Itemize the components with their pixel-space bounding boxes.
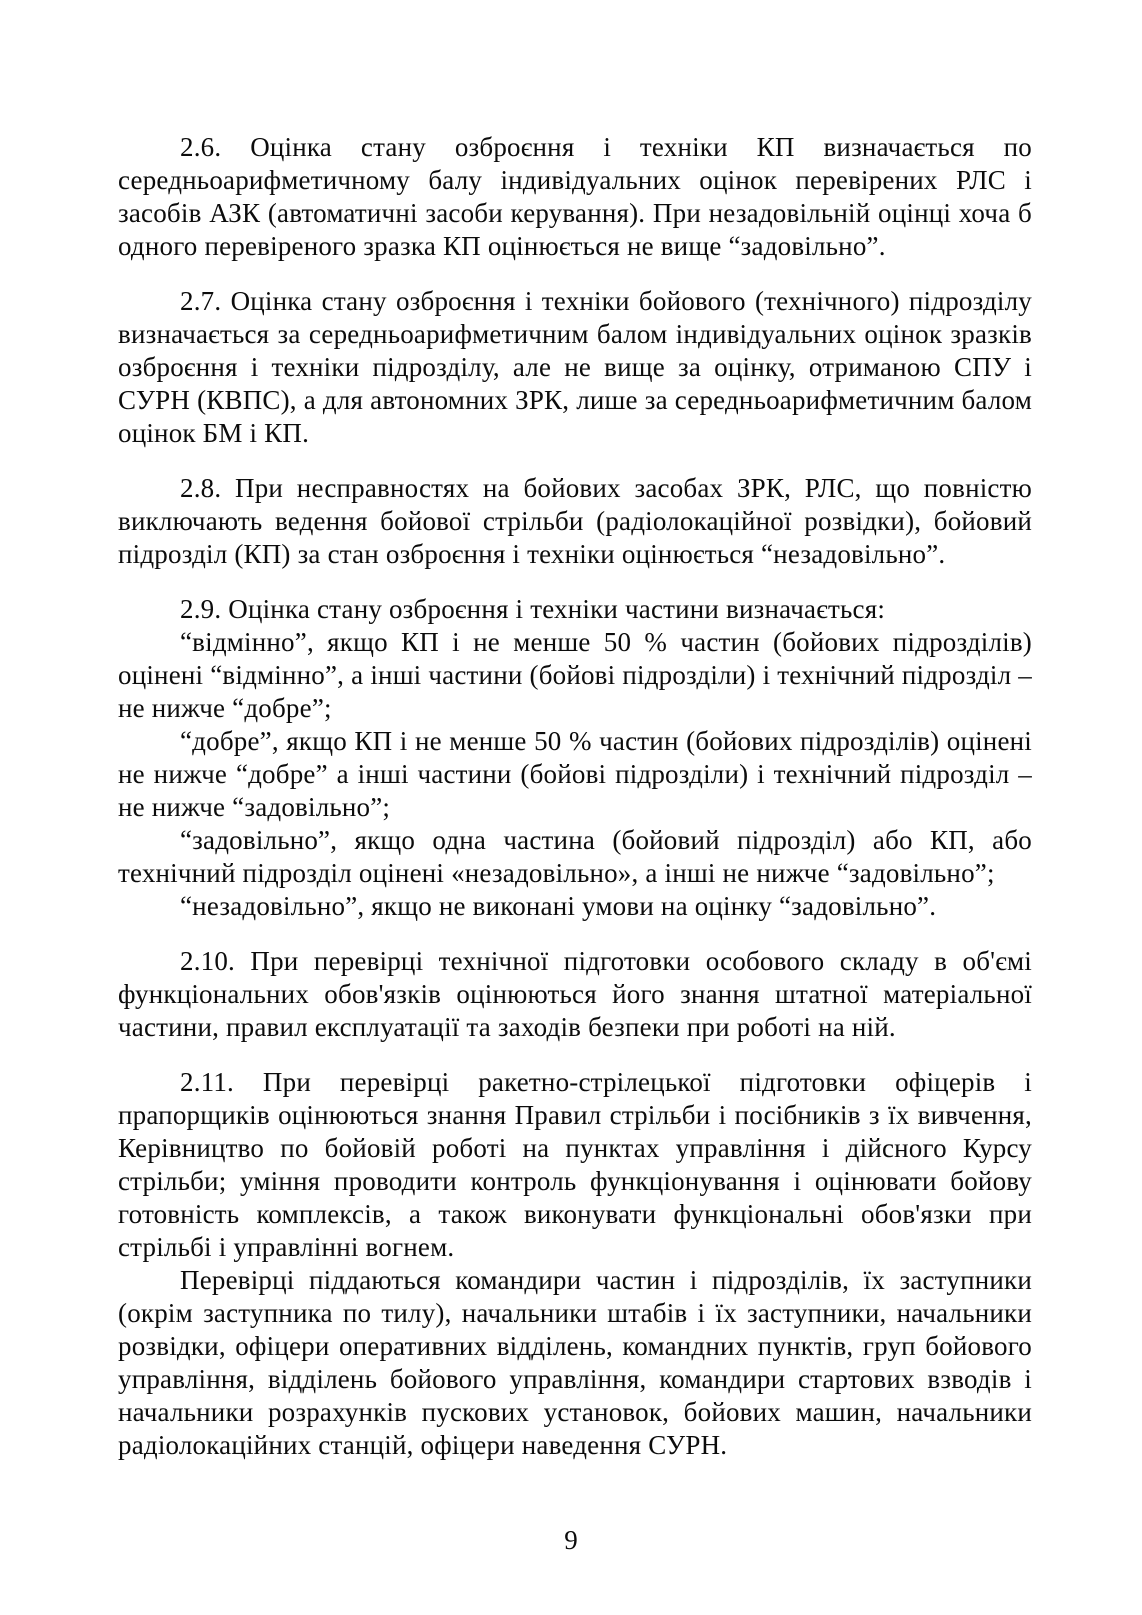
para-2-11-perevirtsi: Перевірці піддаються командири частин і підрозділів, їх заступники (окрім заступника по тилу), начальники штабів і їх заступники, начальники розвідки, офіцери оперативних відділень, командних пунктів, груп бойового управління, відділень бойового управління, командири стартових взводів і начальники розрахунків пускових установок, бойових машин, начальники радіолокаційних станцій, офіцери наведення СУРН. [118,1265,1032,1460]
para-2-9: 2.9. Оцінка стану озброєння і техніки частини визначається: [180,594,886,624]
para-2-8: 2.8. При несправностях на бойових засобах ЗРК, РЛС, що повністю виключають ведення бойової стрільби (радіолокаційної розвідки), бойовий підрозділ (КП) за стан озброєння і техніки оцінюється “незадовільно”. [118,473,1032,569]
page-number: 9 [564,1525,578,1555]
para-2-9-zadovilno: “задовільно”, якщо одна частина (бойовий підрозділ) або КП, або технічний підрозділ оцінені «незадовільно», а інші не нижче “задовільно”; [118,825,1032,888]
para-2-10: 2.10. При перевірці технічної підготовки особового складу в об'ємі функціональних обов'язків оцінюються його знання штатної матеріальної частини, правил експлуатації та заходів безпеки при роботі на ній. [118,946,1032,1042]
para-2-9-nezadovilno: “незадовільно”, якщо не виконані умови на оцінку “задовільно”. [180,891,937,921]
para-2-11: 2.11. При перевірці ракетно-стрілецької підготовки офіцерів і прапорщиків оцінюються знання Правил стрільби і посібників з їх вивчення, Керівництво по бойовій роботі на пунктах управління і дійсного Курсу стрільби; уміння проводити контроль функціонування і оцінювати бойову готовність комплексів, а також виконувати функціональні обов'язки при стрільбі і управлінні вогнем. [118,1067,1032,1262]
para-2-9-dobre: “добре”, якщо КП і не менше 50 % частин (бойових підрозділів) оцінені не нижче “добре” а інші частини (бойові підрозділи) і технічний підрозділ – не нижче “задовільно”; [118,726,1032,822]
para-2-7: 2.7. Оцінка стану озброєння і техніки бойового (технічного) підрозділу визначається за середньоарифметичним балом індивідуальних оцінок зразків озброєння і техніки підрозділу, але не вище за оцінку, отриманою СПУ і СУРН (КВПС), а для автономних ЗРК, лише за середньоарифметичним балом оцінок БМ і КП. [118,286,1032,448]
para-2-9-vidminno: “відмінно”, якщо КП і не менше 50 % частин (бойових підрозділів) оцінені “відмінно”, а інші частини (бойові підрозділи) і технічний підрозділ – не нижче “добре”; [118,627,1032,723]
para-2-6: 2.6. Оцінка стану озброєння і техніки КП визначається по середньоарифметичному балу індивідуальних оцінок перевірених РЛС і засобів АЗК (автоматичні засоби керування). При незадовільній оцінці хоча б одного перевіреного зразка КП оцінюється не вище “задовільно”. [118,132,1032,261]
